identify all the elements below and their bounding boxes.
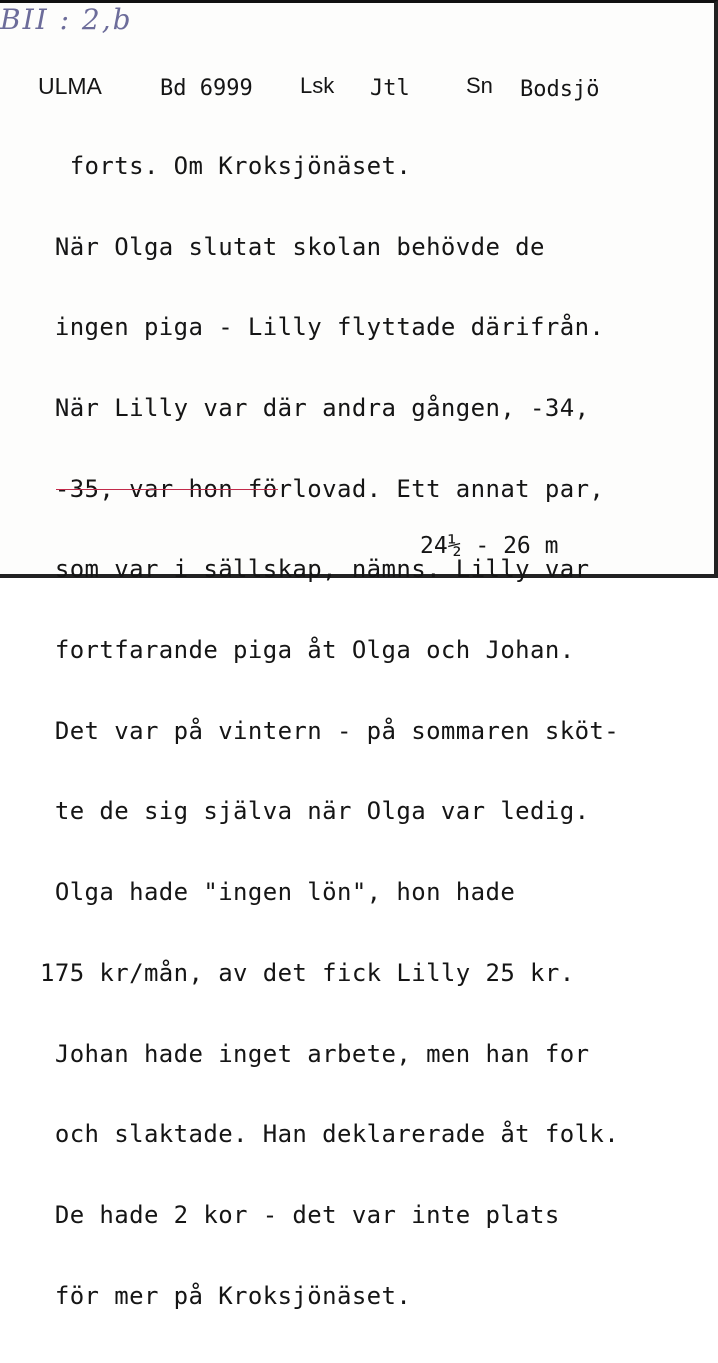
body-line: När Olga slutat skolan behövde de xyxy=(40,232,545,261)
parish-label: Sn xyxy=(466,73,493,98)
body-line: för mer på Kroksjönäset. xyxy=(40,1281,412,1310)
body-line: fortfarande piga åt Olga och Johan. xyxy=(40,636,575,665)
body-line: forts. Om Kroksjönäset. xyxy=(40,151,412,180)
body-line: När Lilly var där andra gången, -34, xyxy=(40,393,590,422)
body-line: Olga hade "ingen lön", hon hade xyxy=(40,878,516,907)
card-body-text xyxy=(40,99,619,1363)
size-note: 24½ - 26 m xyxy=(420,533,559,559)
archive-code: ULMA xyxy=(38,73,102,99)
body-line: som var i sällskap, nämns. Lilly var xyxy=(40,555,590,584)
body-line: ingen piga - Lilly flyttade därifrån. xyxy=(40,313,605,342)
province-label: Lsk xyxy=(300,73,335,98)
body-line: 175 kr/mån, av det fick Lilly 25 kr. xyxy=(40,958,575,987)
province-value: Jtl xyxy=(370,76,410,101)
parish-value: Bodsjö xyxy=(520,77,600,102)
body-line: Det var på vintern - på sommaren sköt- xyxy=(40,716,620,745)
body-line: Johan hade inget arbete, men han for xyxy=(40,1039,590,1068)
handwritten-reference: BII : 2,b xyxy=(0,3,133,36)
body-line: De hade 2 kor - det var inte plats xyxy=(40,1200,560,1229)
red-underline xyxy=(56,489,278,490)
body-line: te de sig själva när Olga var ledig. xyxy=(40,797,590,826)
body-line: och slaktade. Han deklarerade åt folk. xyxy=(40,1120,620,1149)
body-line: -35, var hon förlovad. Ett annat par, xyxy=(40,474,605,503)
record-number: Bd 6999 xyxy=(160,76,253,101)
